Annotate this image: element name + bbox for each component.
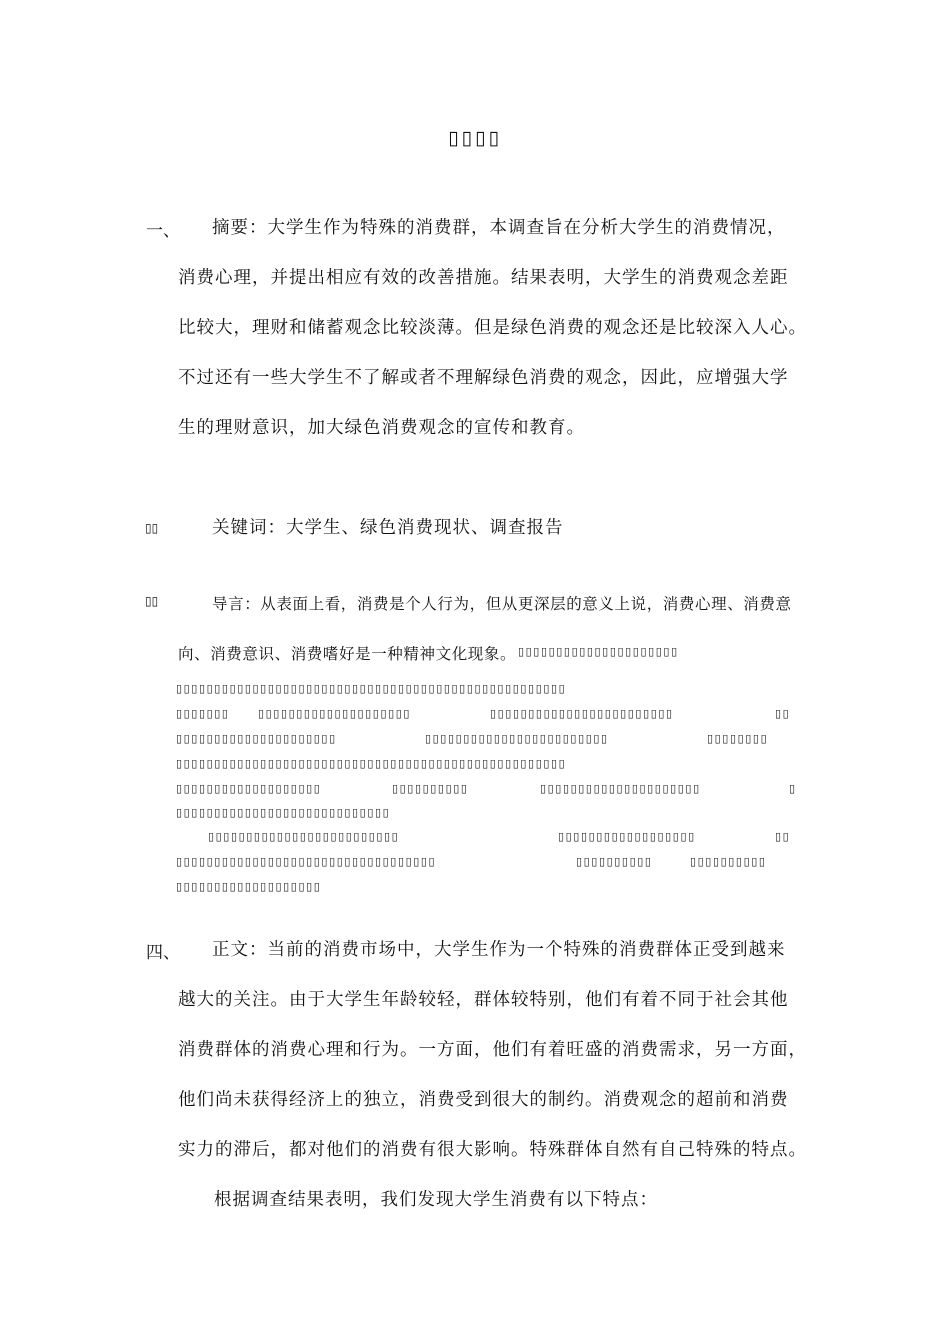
abstract-line-3: 比较大，理财和储蓄观念比较淡薄。但是绿色消费的观念还是比较深入人心。 <box>178 318 807 338</box>
garbled-text: ▯▯▯▯▯▯▯▯▯▯ <box>690 855 767 868</box>
garbled-text: ▯▯▯▯▯▯▯▯▯▯ <box>576 855 653 868</box>
garbled-text: ▯▯ <box>775 830 791 843</box>
document-title: ▯▯▯▯ <box>448 127 502 149</box>
garbled-text: ▯▯▯▯▯▯▯▯▯▯▯▯▯▯▯▯▯▯▯▯▯▯▯▯▯▯▯▯ <box>176 806 391 819</box>
garbled-text: ▯▯▯▯▯▯▯▯ <box>707 732 769 745</box>
abstract-line-2: 消费心理，并提出相应有效的改善措施。结果表明，大学生的消费观念差距 <box>178 268 789 288</box>
garbled-text: ▯▯▯▯▯▯▯▯▯▯▯▯▯▯▯▯▯▯▯▯▯▯▯▯▯▯▯▯▯▯▯▯▯▯ <box>176 855 437 868</box>
keywords-line: 关键词：大学生、绿色消费现状、调查报告 <box>212 518 564 538</box>
garbled-text: ▯▯▯▯▯▯▯▯▯▯▯▯▯▯▯▯▯▯▯▯▯▯▯▯ <box>425 732 609 745</box>
section-1-number: 一、 <box>146 221 180 241</box>
garbled-text: ▯▯▯▯▯▯▯▯▯▯▯▯▯▯▯▯▯▯▯ <box>176 880 322 893</box>
section-4-number: 四、 <box>146 943 180 963</box>
section-3-number: ▯▯ <box>145 594 159 608</box>
body-closing-line: 根据调查结果表明，我们发现大学生消费有以下特点： <box>214 1190 658 1210</box>
garbled-text: ▯▯ <box>775 707 791 720</box>
garbled-text: ▯ <box>789 782 797 795</box>
garbled-text: ▯▯▯▯▯▯▯▯▯▯▯▯▯▯▯▯▯▯▯▯▯ <box>176 732 337 745</box>
intro-line-1: 导言：从表面上看，消费是个人行为，但从更深层的意义上说，消费心理、消费意 <box>212 595 792 613</box>
garbled-text: ▯▯▯▯▯▯▯▯▯▯ <box>392 782 469 795</box>
garbled-text: ▯▯▯▯▯▯▯▯▯▯▯▯▯▯▯▯▯▯▯▯▯▯▯▯▯ <box>208 830 400 843</box>
garbled-text: ▯▯▯▯▯▯▯ <box>176 707 230 720</box>
intro-line-2-garbled: ▯▯▯▯▯▯▯▯▯▯▯▯▯▯▯▯▯▯▯▯▯ <box>518 645 679 658</box>
abstract-line-4: 不过还有一些大学生不了解或者不理解绿色消费的观念，因此，应增强大学 <box>178 368 789 388</box>
body-line-4: 他们尚未获得经济上的独立，消费受到很大的制约。消费观念的超前和消费 <box>178 1090 789 1110</box>
body-line-5: 实力的滞后，都对他们的消费有很大影响。特殊群体自然有自己特殊的特点。 <box>178 1140 807 1160</box>
intro-line-2: 向、消费意识、消费嗜好是一种精神文化现象。 <box>178 645 517 663</box>
garbled-text: ▯▯▯▯▯▯▯▯▯▯▯▯▯▯▯▯▯▯ <box>558 830 696 843</box>
garbled-text: ▯▯▯▯▯▯▯▯▯▯▯▯▯▯▯▯▯▯▯ <box>176 782 322 795</box>
garbled-text: ▯▯▯▯▯▯▯▯▯▯▯▯▯▯▯▯▯▯▯▯▯▯▯▯▯▯▯▯▯▯▯▯▯▯▯▯▯▯▯▯▯▯▯▯▯▯▯▯▯▯▯ <box>176 757 567 770</box>
garbled-text: ▯▯▯▯▯▯▯▯▯▯▯▯▯▯▯▯▯▯▯▯▯▯▯▯▯▯▯▯▯▯▯▯▯▯▯▯▯▯▯▯▯▯▯▯▯▯▯▯▯▯▯ <box>176 682 567 695</box>
abstract-line-5: 生的理财意识，加大绿色消费观念的宣传和教育。 <box>178 418 585 438</box>
body-line-2: 越大的关注。由于大学生年龄较轻，群体较特别，他们有着不同于社会其他 <box>178 990 789 1010</box>
garbled-text: ▯▯▯▯▯▯▯▯▯▯▯▯▯▯▯▯▯▯▯▯▯▯▯▯ <box>490 707 674 720</box>
body-line-1: 正文：当前的消费市场中，大学生作为一个特殊的消费群体正受到越来 <box>212 940 786 960</box>
section-2-number: ▯▯ <box>145 521 159 535</box>
garbled-text: ▯▯▯▯▯▯▯▯▯▯▯▯▯▯▯▯▯▯▯▯▯ <box>540 782 701 795</box>
abstract-line-1: 摘要：大学生作为特殊的消费群，本调查旨在分析大学生的消费情况， <box>212 218 786 238</box>
body-line-3: 消费群体的消费心理和行为。一方面，他们有着旺盛的消费需求，另一方面， <box>178 1040 807 1060</box>
garbled-text: ▯▯▯▯▯▯▯▯▯▯▯▯▯▯▯▯▯▯▯▯ <box>258 707 412 720</box>
